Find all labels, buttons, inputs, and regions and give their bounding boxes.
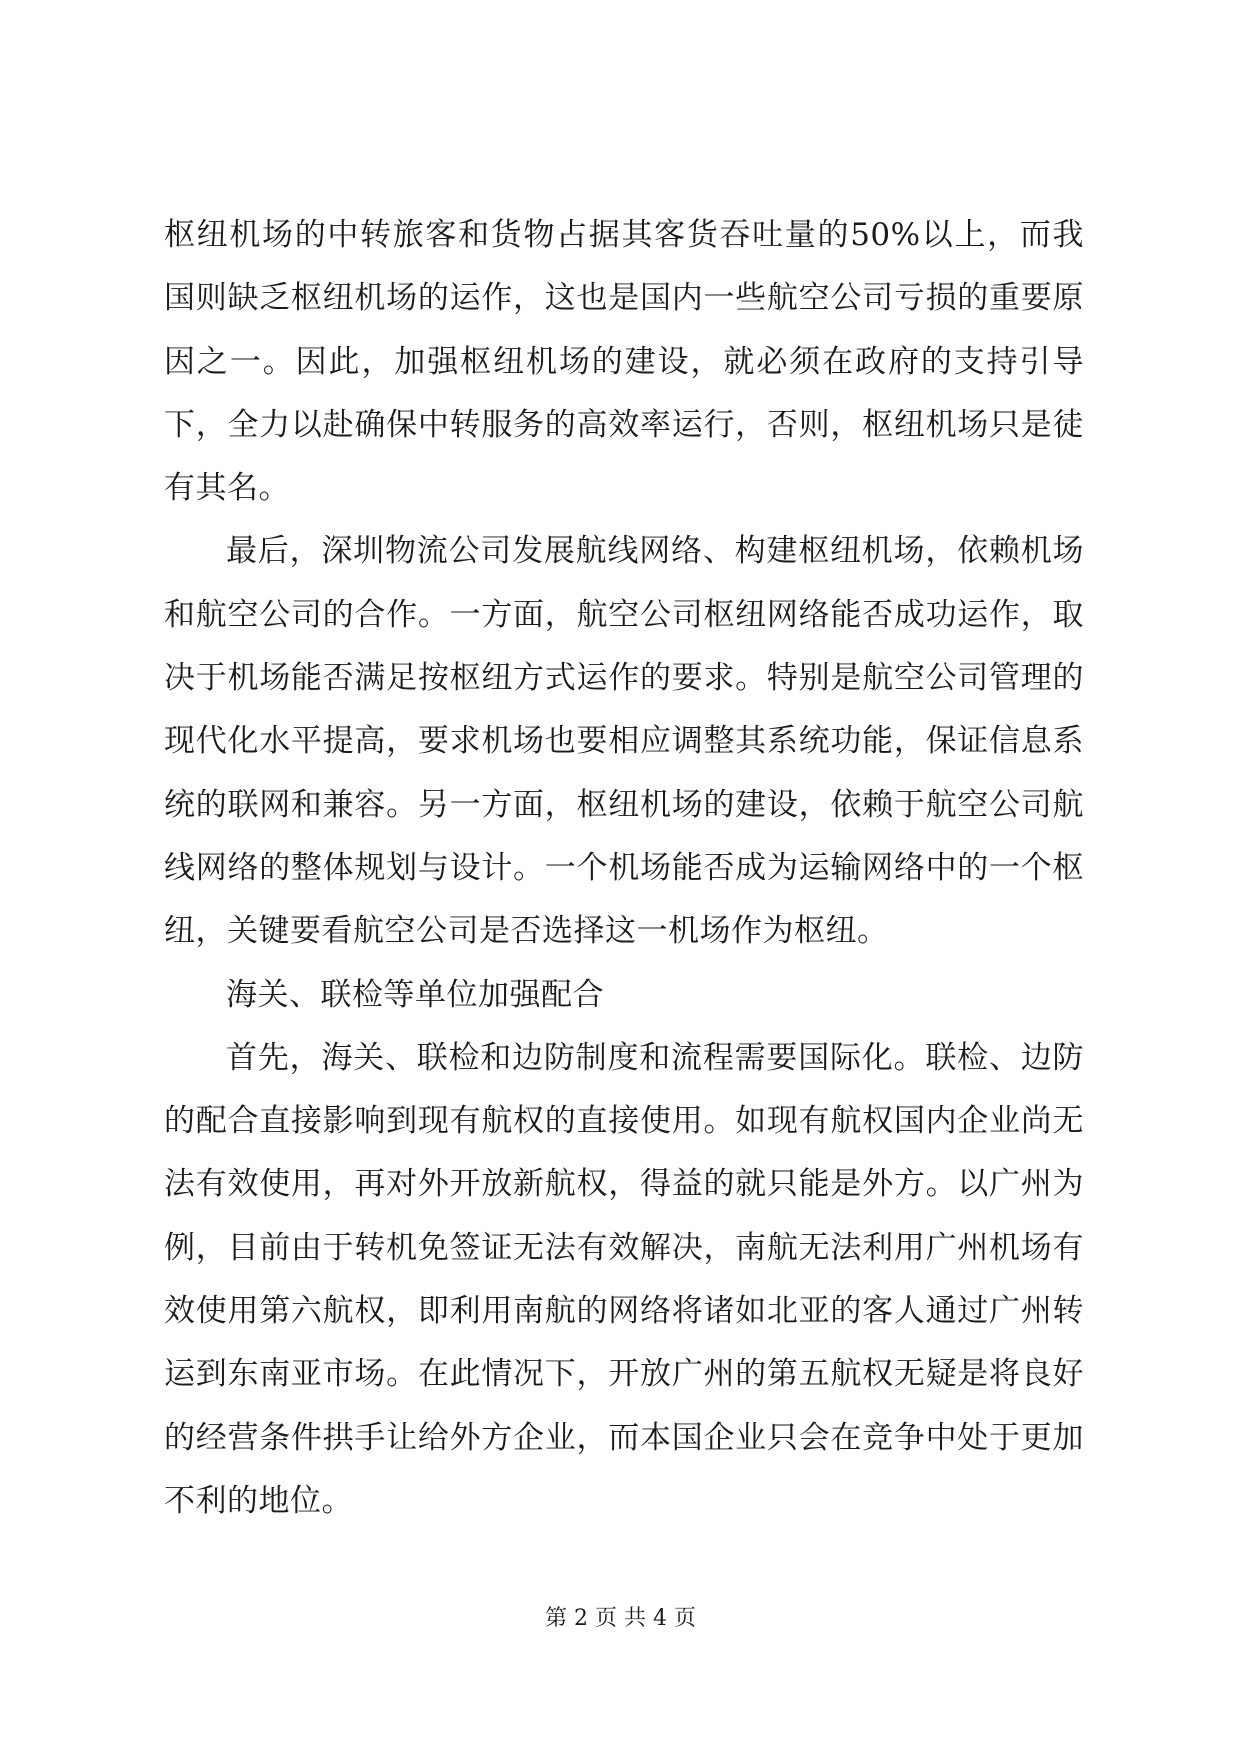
page-number-footer: 第 2 页 共 4 页 — [545, 1606, 696, 1631]
paragraph-airport-airline-cooperation: 最后，深圳物流公司发展航线网络、构建枢纽机场，依赖机场和航空公司的合作。一方面，航空公司枢纽网络能否成功运作，取决于机场能否满足按枢纽方式运作的要求。特别是航空公司管理的现代化水平提高，要求机场也要相应调整其系统功能，保证信息系统的联网和兼容。另一方面，枢纽机场的建设，依赖于航空公司航线网络的整体规划与设计。一个机场能否成为运输网络中的一个枢纽，关键要看航空公司是否选择这一机场作为枢纽。 — [164, 533, 1084, 950]
section-heading-customs: 海关、联检等单位加强配合 — [226, 976, 604, 1013]
document-body — [164, 204, 1084, 1533]
paragraph-customs-internationalization: 首先，海关、联检和边防制度和流程需要国际化。联检、边防的配合直接影响到现有航权的直接使用。如现有航权国内企业尚无法有效使用，再对外开放新航权，得益的就只能是外方。以广州为例，目前由于转机免签证无法有效解决，南航无法利用广州机场有效使用第六航权，即利用南航的网络将诸如北亚的客人通过广州转运到东南亚市场。在此情况下，开放广州的第五航权无疑是将良好的经营条件拱手让给外方企业，而本国企业只会在竞争中处于更加不利的地位。 — [164, 1039, 1084, 1519]
paragraph-hub-transfer: 枢纽机场的中转旅客和货物占据其客货吞吐量的50%以上，而我国则缺乏枢纽机场的运作，这也是国内一些航空公司亏损的重要原因之一。因此，加强枢纽机场的建设，就必须在政府的支持引导下，全力以赴确保中转服务的高效率运行，否则，枢纽机场只是徒有其名。 — [164, 217, 1084, 507]
